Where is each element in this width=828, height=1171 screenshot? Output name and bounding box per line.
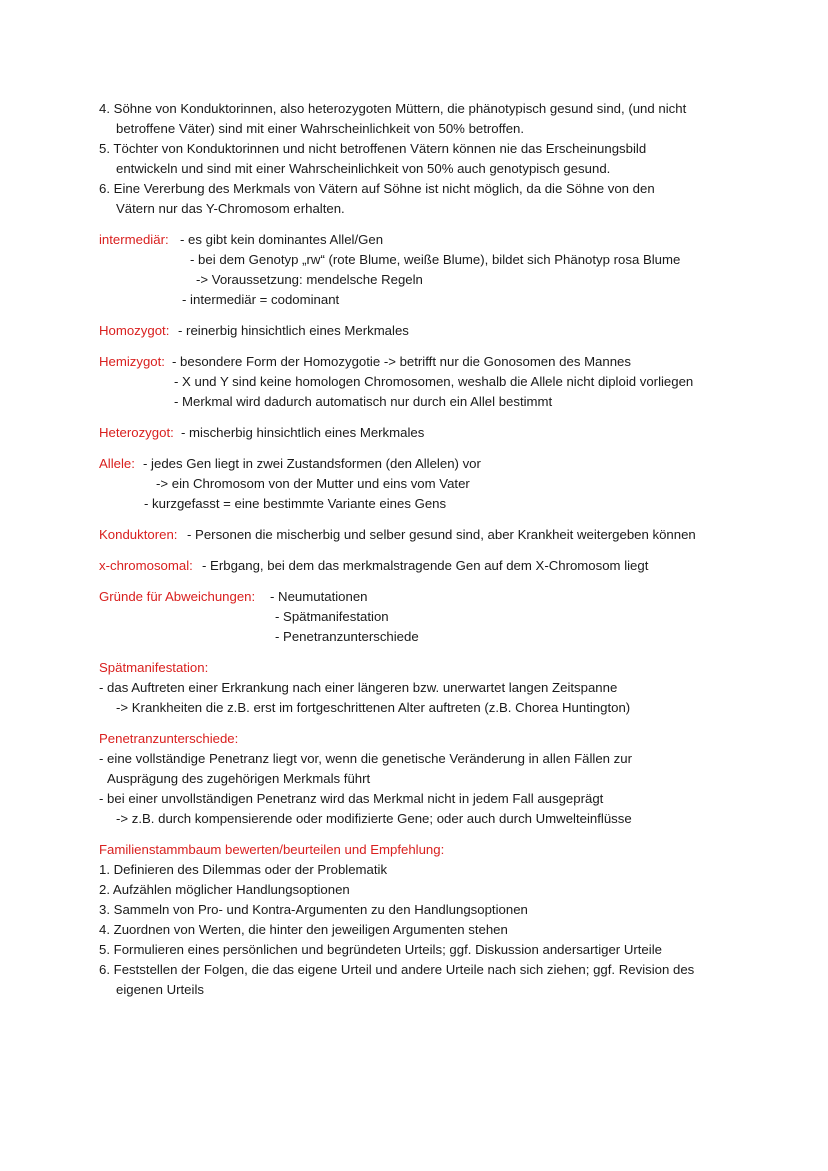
penetranz-line-4: -> z.B. durch kompensierende oder modifizierte Gene; oder auch durch Umwelteinflüsse [116,811,632,826]
heterozygot-text: - mischerbig hinsichtlich eines Merkmales [181,425,425,440]
intermediaer-line-1: - es gibt kein dominantes Allel/Gen [180,232,384,247]
heading-penetranzunterschiede: Penetranzunterschiede: [99,731,239,746]
familienstammbaum-step-6-cont: eigenen Urteils [116,982,204,997]
heading-spaetmanifestation: Spätmanifestation: [99,660,209,675]
hemizygot-line-3: - Merkmal wird dadurch automatisch nur durch ein Allel bestimmt [174,394,553,409]
gruende-line-2: - Spätmanifestation [275,609,389,624]
konduktoren-text: - Personen die mischerbig und selber gesund sind, aber Krankheit weitergeben können [187,527,696,542]
gruende-line-3: - Penetranzunterschiede [275,629,419,644]
term-allele: Allele: [99,456,135,471]
x-chromosomal-text: - Erbgang, bei dem das merkmalstragende Gen auf dem X-Chromosom liegt [202,558,649,573]
item-5-line-1: 5. Töchter von Konduktorinnen und nicht betroffenen Vätern können nie das Erscheinungsbild [99,141,647,156]
intermediaer-line-3: -> Voraussetzung: mendelsche Regeln [196,272,423,287]
term-homozygot: Homozygot: [99,323,170,338]
penetranz-line-3: - bei einer unvollständigen Penetranz wird das Merkmal nicht in jedem Fall ausgeprägt [99,791,604,806]
intermediaer-line-2: - bei dem Genotyp „rw“ (rote Blume, weiße Blume), bildet sich Phänotyp rosa Blume [190,252,681,267]
penetranz-line-1: - eine vollständige Penetranz liegt vor, wenn die genetische Veränderung in allen Fällen zur [99,751,632,766]
allele-line-1: - jedes Gen liegt in zwei Zustandsformen (den Allelen) vor [143,456,481,471]
penetranz-line-2: Ausprägung des zugehörigen Merkmals führt [107,771,371,786]
spaetmanifestation-line-1: - das Auftreten einer Erkrankung nach einer längeren bzw. unerwartet langen Zeitspanne [99,680,618,695]
allele-line-2: -> ein Chromosom von der Mutter und eins vom Vater [156,476,470,491]
intermediaer-line-4: - intermediär = codominant [182,292,340,307]
term-intermediaer: intermediär: [99,232,169,247]
hemizygot-line-2: - X und Y sind keine homologen Chromosomen, weshalb die Allele nicht diploid vorliegen [174,374,694,389]
familienstammbaum-step-3: 3. Sammeln von Pro- und Kontra-Argumenten zu den Handlungsoptionen [99,902,528,917]
spaetmanifestation-line-2: -> Krankheiten die z.B. erst im fortgeschrittenen Alter auftreten (z.B. Chorea Huntington) [116,700,631,715]
familienstammbaum-step-4: 4. Zuordnen von Werten, die hinter den jeweiligen Argumenten stehen [99,922,508,937]
term-hemizygot: Hemizygot: [99,354,165,369]
gruende-line-1: - Neumutationen [270,589,368,604]
item-4-line-1: 4. Söhne von Konduktorinnen, also heterozygoten Müttern, die phänotypisch gesund sind, (und nicht [99,101,687,116]
familienstammbaum-step-6: 6. Feststellen der Folgen, die das eigene Urteil und andere Urteile nach sich ziehen; ggf. Revision des [99,962,695,977]
term-konduktoren: Konduktoren: [99,527,178,542]
item-4-line-2: betroffene Väter) sind mit einer Wahrscheinlichkeit von 50% betroffen. [116,121,525,136]
item-5-line-2: entwickeln und sind mit einer Wahrscheinlichkeit von 50% auch genotypisch gesund. [116,161,611,176]
familienstammbaum-step-2: 2. Aufzählen möglicher Handlungsoptionen [99,882,350,897]
hemizygot-line-1: - besondere Form der Homozygotie -> betrifft nur die Gonosomen des Mannes [172,354,631,369]
heading-familienstammbaum: Familienstammbaum bewerten/beurteilen und Empfehlung: [99,842,445,857]
allele-line-3: - kurzgefasst = eine bestimmte Variante eines Gens [144,496,447,511]
item-6-line-1: 6. Eine Vererbung des Merkmals von Vätern auf Söhne ist nicht möglich, da die Söhne von den [99,181,655,196]
term-x-chromosomal: x-chromosomal: [99,558,193,573]
term-gruende-abweichungen: Gründe für Abweichungen: [99,589,256,604]
homozygot-text: - reinerbig hinsichtlich eines Merkmales [178,323,409,338]
item-6-line-2: Vätern nur das Y-Chromosom erhalten. [116,201,345,216]
term-heterozygot: Heterozygot: [99,425,174,440]
familienstammbaum-step-1: 1. Definieren des Dilemmas oder der Problematik [99,862,388,877]
familienstammbaum-step-5: 5. Formulieren eines persönlichen und begründeten Urteils; ggf. Diskussion andersartiger Urteile [99,942,662,957]
